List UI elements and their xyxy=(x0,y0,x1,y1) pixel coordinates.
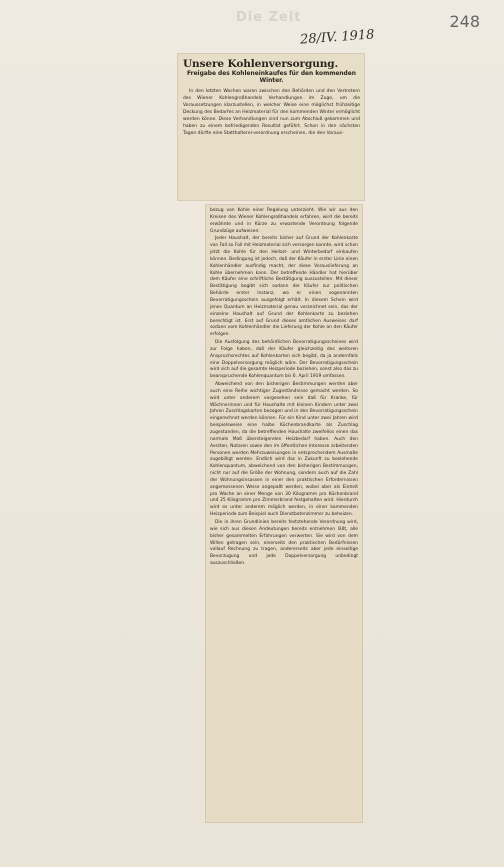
article-paragraph: Jeder Haushalt, der bereits bisher auf Grund der Kohlenkarte von Fall zu Fall mit Heizmaterial sich versorgen konnte, wird schon jetzt die Kohle für den Herbst- und Winterbedarf einkaufen können. Bedingung ist jedoch, daß der Käufer in erster Linie einen Kohlenhändler ausfindig macht, der diese Vorauslieferung an Kohle übernehmen kann. Der betreffende Händler hat hierüber dem Käufer eine schriftliche Bestätigung auszustellen. Mit dieser Bestätigung begibt sich sodann der Käufer zur politischen Behörde erster Instanz, wo er einen sogenannten Bevorratigungsschein ausgefolgt erhält. In diesem Schein wird jenes Quantum an Heizmaterial genau verzeichnet sein, das der einzelne Haushalt auf Grund der Kohlenkarte zu beziehen berechtigt ist. Erst auf Grund dieses amtlichen Ausweises darf sodann vom Kohlenhändler die Lieferung der Kohle an den Käufer erfolgen. xyxy=(210,236,358,338)
article-paragraph: Die in ihren Grundlinien bereits feststehende Verordnung wird, wie sich aus diesen Andeutungen bereits entnehmen läßt, alle bisher gesammelten Erfahrungen verwerten. Sie wird von dem Willen getragen sein, einerseits den praktischen Bedürfnissen vollauf Rechnung zu tragen, andererseits aber jede einseitige Bevorzugung und jede Doppelversorgung unbedingt auszuschließen. xyxy=(210,519,358,567)
article-subheadline: Freigabe des Kohleneinkaufes für den kommenden Winter. xyxy=(187,71,356,85)
newspaper-stamp: Die Zeit xyxy=(236,10,302,25)
article-paragraph: Die Ausfolgung des behördlichen Bevorratigungsscheines wird zur Folge haben, daß der Käufer gleichzeitig des weiteren Anspruchsrechtes auf Kohlenkarten sich begibt, da ja andernfalls eine Doppelversorgung möglich wäre. Der Bevorratigungsschein wird sich auf die gesamte Heizperiode beziehen, sonst also das zu beanspruchende Kohlenquantum bis 6. April 1919 umfassen. xyxy=(210,340,358,380)
handwritten-date: 28/IV. 1918 xyxy=(299,27,375,48)
clipping-top-text xyxy=(178,54,364,137)
clipping-bottom xyxy=(206,205,362,822)
folio-number: 248 xyxy=(449,12,480,31)
article-paragraph: In den letzten Wochen waren zwischen den Behörden und den Vertretern des Wiener Kohlengroßhandels Verhandlungen im Zuge, um die Voraussetzungen klarzustellen, in welcher Weise eine möglichst frühzeitige Deckung des Bedarfes an Heizmaterial für den kommenden Winter ermöglicht werden könne. Diese Verhandlungen sind nun zum Abschluß gekommen und haben zu einem befriedigenden Resultat geführt. Schon in den nächsten Tagen dürfte eine Statthalterei-verordnung erscheinen, die den Voraus- xyxy=(183,89,360,137)
clipping-bottom-text xyxy=(206,205,362,568)
article-headline: Unsere Kohlenversorgung. xyxy=(183,58,339,70)
article-paragraph: bezug von Kohle einer Regelung unterzieht. Wie wir aus den Kreisen des Wiener Kohlengroßhandels erfahren, wird die bereits erwähnte und in Kürze zu erwartende Verordnung folgende Grundzüge aufweisen: xyxy=(210,208,358,234)
clipping-top xyxy=(178,54,364,200)
article-paragraph: Abweichend von den bisherigen Bestimmungen werden aber auch eine Reihe wichtiger Zugeständnisse gemacht werden. So wird unter anderem vorgesehen sein daß für Kranke, für Wöchnerinnen und für Haushalte mit kleinen Kindern unter zwei Jahren Zuschlagskarten bezogen und in den Bevorratigungsschein eingerechnet werden können. Für ein Kind unter zwei Jahren wird beispielsweise eine halbe Küchenbrandkarte als Zuschlag zugestanden, da die betreffenden Haushalte zweifellos einen das normale Maß übersteigenden Heizbedarf haben. Auch den Aerzten, Notaren sowie den im öffentlichen Interesse arbeitenden Personen werden Mehrzuweisungen in entsprechendem Ausmaße zugebilligt werden. Endlich wird das in Zukunft zu beziehende Kohlenquantum, abweichend von den bisherigen Bestimmungen, nicht nur auf die Größe der Wohnung, sondern auch auf die Zahl der Wohnungsinsassen in einer den praktischen Erfordernissen angemessenen Weise angepaßt werden, wobei aber als Einheit pro Woche an einer Menge von 30 Kilogramm pro Küchenbrand und 25 Kilogramm pro Zimmerbrand festgehalten wird. Hierdurch wird es unter anderem möglich werden, in einer kommenden Heizperiode zum Beispiel auch Dienstbotenzimmer zu beheizen. xyxy=(210,382,358,518)
